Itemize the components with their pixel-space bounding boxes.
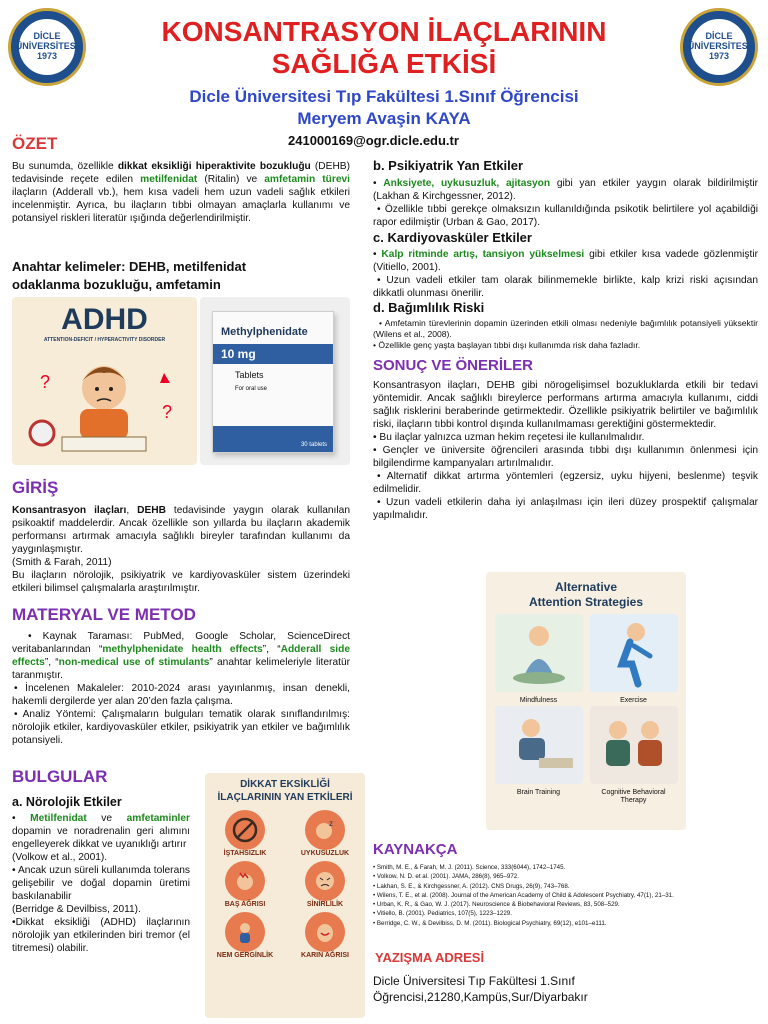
- svg-text:?: ?: [40, 372, 51, 392]
- psych-text: • Anksiyete, uykusuzluk, ajitasyon gibi yan etkiler yaygın olarak bildirilmiştir (Lakhan & Kirchgessner, 2012). • Özellikle tıbbi gerekçe olmaksızın kullanıldığında psikotik belirtilere yol açabildiği rapor edilmiştir (Urban & Gao, 2017).: [373, 178, 758, 229]
- reference-item: • Vitiello, B. (2001). Pediatrics, 107(5), 1223–1229.: [373, 910, 512, 918]
- logo-text: DİCLE ÜNİVERSİTESİ 1973: [687, 31, 751, 61]
- side-effect-item: KARIN AĞRISI: [285, 912, 365, 959]
- kaynakca-heading: KAYNAKÇA: [373, 841, 458, 858]
- box-name: Methylphenidate: [221, 326, 308, 338]
- exercise-icon: [590, 614, 678, 692]
- no-food-icon: [225, 810, 265, 850]
- keywords: Anahtar kelimeler: DEHB, metilfenidat odaklanma bozukluğu, amfetamin: [12, 259, 247, 292]
- reference-item: • Volkow, N. D. et al. (2001). JAMA, 286(8), 965–972.: [373, 873, 519, 881]
- logo-text: DİCLE ÜNİVERSİTESİ 1973: [15, 31, 79, 61]
- email: 241000169@ogr.dicle.edu.tr: [288, 133, 459, 148]
- reference-item: • Smith, M. E., & Farah, M. J. (2011). Science, 333(6044), 1742–1745.: [373, 864, 566, 871]
- bulgular-heading: BULGULAR: [12, 767, 108, 786]
- university-logo-left: [8, 8, 86, 86]
- psych-title: b. Psikiyatrik Yan Etkiler: [373, 158, 524, 173]
- poster-title-line2: SAĞLIĞA ETKİSİ: [271, 48, 497, 80]
- references-list: [373, 863, 758, 928]
- tension-icon: [225, 912, 265, 952]
- sonuc-text: Konsantrasyon ilaçları, DEHB gibi nörogelişimsel bozukluklarda etkili bir tedavi yöntemidir. Ancak sağlıklı bireylerce performans artırma amacıyla kullanımı, ciddi sağlık risklerini beraberinde getirmektedir. Özellikle psikiyatrik belirtiler ve bağımlılık riski, ilaçların tıbbi kontrol dışında kullanılmaması gerektiğini göstermektedir. • Bu ilaçlar yalnızca uzman hekim reçetesi ile kullanılmalıdır. • Gençler ve üniversite öğrencileri arasında tıbbi dışı kullanımın önlenmesi için bilgilendirme kampanyaları artırılmalıdır. • Alternatif dikkat artırma yöntemleri (egzersiz, uyku hijyeni, beslenme) teşvik edilmelidir. • Uzun vadeli etkilerin daha iyi anlaşılması için ileri düzey prospektif çalışmalar yapılmalıdır.: [373, 380, 758, 522]
- sonuc-heading: SONUÇ VE ÖNERİLER: [373, 357, 534, 374]
- yazisma-heading: YAZIŞMA ADRESİ: [375, 950, 485, 965]
- box-form: Tablets: [235, 370, 264, 380]
- sleepless-icon: [305, 810, 345, 850]
- side-effect-item: NEM GERGİNLİK: [205, 912, 285, 959]
- reference-item: • Berridge, C. W., & Devilbiss, D. M. (2011). Biological Psychiatry, 69(12), e101–e111.: [373, 919, 607, 927]
- side-effect-item: İŞTAHSIZLIK: [205, 810, 285, 857]
- box-count: 30 tablets: [213, 426, 333, 452]
- university-logo-right: [680, 8, 758, 86]
- medicine-box-image: [200, 297, 350, 465]
- svg-text:?: ?: [162, 402, 173, 422]
- cardio-title: c. Kardiyovasküler Etkiler: [373, 230, 532, 245]
- institution: Dicle Üniversitesi Tıp Fakültesi 1.Sınıf Öğrencisi: [189, 87, 579, 107]
- mindfulness-icon: [495, 614, 583, 692]
- ozet-heading: ÖZET: [12, 134, 58, 153]
- strategy-item: Brain Training: [494, 706, 583, 805]
- strategy-item: Exercise: [589, 614, 678, 704]
- addiction-text: • Amfetamin türevlerinin dopamin üzerinden etkili olması nedeniyle bağımlılık potansiyeli yüksektir (Wilens et al., 2008). • Özellikle genç yaşta başlayan tıbbi dışı kullanımda risk daha fazladır.: [373, 318, 758, 351]
- side-effect-item: SİNİRLİLİK: [285, 861, 365, 908]
- svg-text:z: z: [329, 819, 333, 828]
- neuro-text: • Metilfenidat ve amfetaminler dopamin ve noradrenalin geri alımını engelleyerek dikkat ve uyanıklığı artırır (Volkow et al., 2001). • Ancak uzun süreli kullanımda tolerans gelişebilir ve doğal dopamin üretimi baskılanabilir (Berridge & Devilbiss, 2011). •Dikkat eksikliği (ADHD) ilaçlarının nörolojik yan etkilerinden biri tremor (el titremesi) olabilir.: [12, 813, 191, 955]
- side-effects-panel: [205, 773, 365, 1018]
- reference-item: • Lakhan, S. E., & Kirchgessner, A. (2012). CNS Drugs, 26(9), 743–768.: [373, 882, 570, 890]
- therapy-icon: [590, 706, 678, 784]
- reference-item: • Wilens, T. E., et al. (2008). Journal of the American Academy of Child & Adolescent Psychiatry, 47(1), 21–31.: [373, 891, 674, 899]
- child-studying-icon: [12, 343, 197, 463]
- stomach-ache-icon: [305, 912, 345, 952]
- materyal-heading: MATERYAL VE METOD: [12, 605, 196, 624]
- author: Meryem Avaşin KAYA: [297, 108, 471, 128]
- adhd-subtitle: ATTENTION-DEFICIT / HYPERACTIVITY DISORDER: [43, 337, 166, 343]
- angry-face-icon: [305, 861, 345, 901]
- poster-header: [100, 16, 668, 129]
- box-use: For oral use: [235, 386, 268, 392]
- alternative-strategies-panel: [486, 572, 686, 830]
- correspondence-address: Dicle Üniversitesi Tıp Fakültesi 1.Sınıf Öğrencisi,21280,Kampüs,Sur/Diyarbakır: [373, 974, 588, 1005]
- side-effect-item: BAŞ AĞRISI: [205, 861, 285, 908]
- side-effect-item: z UYKUSUZLUK: [285, 810, 365, 857]
- strategy-item: Mindfulness: [494, 614, 583, 704]
- giris-heading: GİRİŞ: [12, 478, 59, 497]
- box-dose: 10 mg: [213, 344, 333, 364]
- materyal-text: • Kaynak Taraması: PubMed, Google Scholar, ScienceDirect veritabanlarından “methylphenidate health effects”, “Adderall side effects”, “non-medical use of stimulants” anahtar kelimeleriyle literatür taranmıştır. • İncelenen Makaleler: 2010-2024 arası yayınlanmış, insan denekli, hakemli dergilerde yer alan 20’den fazla çalışma. • Analiz Yöntemi: Çalışmaların bulguları tematik olarak sınıflandırılmış: nörolojik etkiler, kardiyovasküler etkiler, psikiyatrik yan etkiler ve bağımlılık potansiyeli.: [12, 631, 351, 747]
- headache-icon: [225, 861, 265, 901]
- poster-title-line1: KONSANTRASYON İLAÇLARININ: [161, 16, 607, 47]
- adhd-title: ADHD: [61, 303, 148, 336]
- adhd-illustration: [12, 297, 197, 465]
- neuro-title: a. Nörolojik Etkiler: [12, 795, 122, 809]
- cardio-text: • Kalp ritminde artış, tansiyon yükselmesi gibi etkiler kısa vadede gözlenmiştir (Vitiello, 2001). • Uzun vadeli etkiler tam olarak bilinmemekle birlikte, kalp krizi riski açısından dikkatli olunması önerilir.: [373, 249, 758, 300]
- ozet-text: Bu sunumda, özellikle dikkat eksikliği hiperaktivite bozukluğu (DEHB) tedavisinde reçete edilen metilfenidat (Ritalin) ve amfetamin türevi ilaçların (Adderall vb.), hem kısa vadeli hem uzun vadeli sağlık etkileri incelenmiştir. Ayrıca, bu ilaçların tıbbi olmayan amaçlarla kullanımı ve potansiyel riskleri literatür ışığında değerlendirilmiştir.: [12, 161, 350, 225]
- addiction-title: d. Bağımlılık Riski: [373, 300, 485, 315]
- brain-training-icon: [495, 706, 583, 784]
- side-effects-title: DİKKAT EKSİKLİĞİ İLAÇLARININ YAN ETKİLERİ: [217, 779, 353, 803]
- alternative-title: Alternative Attention Strategies: [528, 580, 643, 609]
- giris-text: Konsantrasyon ilaçları, DEHB tedavisinde yaygın olarak kullanılan psikoaktif maddelerdir. Ancak özellikle son yıllarda bu ilaçların akademik performansı artırmak amacıyla sağlıklı bireyler tarafından kullanımı da yaygınlaşmıştır. (Smith & Farah, 2011) Bu ilaçların nörolojik, psikiyatrik ve kardiyovasküler sistem üzerindeki etkileri bilimsel çalışmalarla araştırılmıştır.: [12, 505, 350, 595]
- strategy-item: Cognitive Behavioral Therapy: [589, 706, 678, 805]
- reference-item: • Urban, K. R., & Gao, W. J. (2017). Neuroscience & Biobehavioral Reviews, 83, 508–529.: [373, 901, 620, 909]
